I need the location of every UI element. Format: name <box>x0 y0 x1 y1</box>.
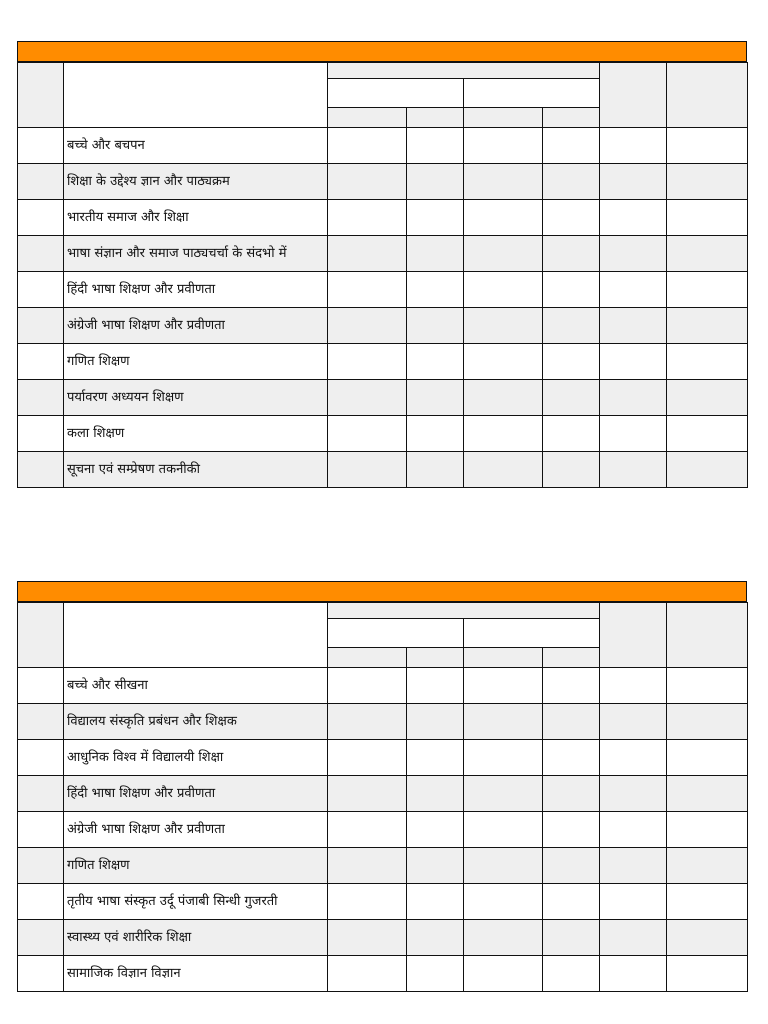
total-cell <box>600 344 667 380</box>
total-cell <box>600 272 667 308</box>
marks-cell <box>464 848 543 884</box>
marks-cell <box>543 344 600 380</box>
total-cell <box>600 704 667 740</box>
table-row <box>18 308 748 344</box>
marks-cell <box>328 920 407 956</box>
serial-cell <box>18 920 64 956</box>
marks-cell <box>464 740 543 776</box>
marks-cell <box>464 236 543 272</box>
subject-cell: गणित शिक्षण <box>64 344 328 380</box>
sub-header-cell <box>328 108 407 128</box>
serial-header-cell <box>18 603 64 668</box>
result-cell <box>667 236 748 272</box>
serial-cell <box>18 272 64 308</box>
marks-cell <box>543 848 600 884</box>
subject-cell: भाषा संज्ञान और समाज पाठ्यचर्चा के संदभो में <box>64 236 328 272</box>
marks-cell <box>543 704 600 740</box>
result-cell <box>667 776 748 812</box>
sub-header-cell <box>328 648 407 668</box>
total-header-cell <box>600 603 667 668</box>
marks-table-first-year <box>17 41 747 488</box>
total-cell <box>600 812 667 848</box>
table-row <box>18 128 748 164</box>
serial-cell <box>18 236 64 272</box>
result-cell <box>667 308 748 344</box>
marks-cell <box>543 776 600 812</box>
sub-header-cell <box>464 108 543 128</box>
marks-cell <box>543 668 600 704</box>
marks-cell <box>328 164 407 200</box>
marks-cell <box>464 704 543 740</box>
subject-cell: विद्यालय संस्कृति प्रबंधन और शिक्षक <box>64 704 328 740</box>
total-cell <box>600 668 667 704</box>
result-cell <box>667 164 748 200</box>
serial-cell <box>18 884 64 920</box>
table-row <box>18 704 748 740</box>
total-cell <box>600 452 667 488</box>
marks-cell <box>407 236 464 272</box>
total-cell <box>600 920 667 956</box>
table-row <box>18 272 748 308</box>
marks-cell <box>543 128 600 164</box>
marks-cell <box>407 452 464 488</box>
total-cell <box>600 884 667 920</box>
marks-cell <box>464 884 543 920</box>
table-header-band <box>17 581 747 602</box>
total-cell <box>600 416 667 452</box>
subject-cell: आधुनिक विश्व में विद्यालयी शिक्षा <box>64 740 328 776</box>
marks-cell <box>543 452 600 488</box>
subject-cell: हिंदी भाषा शिक्षण और प्रवीणता <box>64 776 328 812</box>
table-row <box>18 452 748 488</box>
total-cell <box>600 236 667 272</box>
subject-cell: गणित शिक्षण <box>64 848 328 884</box>
marks-cell <box>328 956 407 992</box>
serial-cell <box>18 164 64 200</box>
marks-cell <box>407 128 464 164</box>
result-cell <box>667 740 748 776</box>
serial-cell <box>18 380 64 416</box>
result-header-cell <box>667 63 748 128</box>
table-row <box>18 236 748 272</box>
theory-header-cell <box>328 619 464 648</box>
marks-cell <box>543 956 600 992</box>
serial-cell <box>18 956 64 992</box>
serial-cell <box>18 308 64 344</box>
marks-group-header-cell <box>328 603 600 619</box>
marks-cell <box>328 416 407 452</box>
subject-cell: तृतीय भाषा संस्कृत उर्दू पंजाबी सिन्धी गुजरती <box>64 884 328 920</box>
table-row <box>18 164 748 200</box>
marks-cell <box>543 884 600 920</box>
sub-header-cell <box>543 108 600 128</box>
result-cell <box>667 668 748 704</box>
serial-header-cell <box>18 63 64 128</box>
marks-cell <box>328 272 407 308</box>
total-cell <box>600 380 667 416</box>
table-row <box>18 812 748 848</box>
subject-cell: भारतीय समाज और शिक्षा <box>64 200 328 236</box>
serial-cell <box>18 668 64 704</box>
serial-cell <box>18 776 64 812</box>
marks-cell <box>464 668 543 704</box>
serial-cell <box>18 812 64 848</box>
marks-cell <box>543 812 600 848</box>
marks-cell <box>407 416 464 452</box>
serial-cell <box>18 452 64 488</box>
result-cell <box>667 956 748 992</box>
serial-cell <box>18 344 64 380</box>
marks-cell <box>464 920 543 956</box>
subject-cell: हिंदी भाषा शिक्षण और प्रवीणता <box>64 272 328 308</box>
table-row <box>18 920 748 956</box>
serial-cell <box>18 740 64 776</box>
marks-cell <box>328 812 407 848</box>
subject-header-cell <box>64 603 328 668</box>
marks-cell <box>328 344 407 380</box>
marks-cell <box>328 308 407 344</box>
total-cell <box>600 776 667 812</box>
marks-cell <box>464 956 543 992</box>
subject-cell: सूचना एवं सम्प्रेषण तकनीकी <box>64 452 328 488</box>
marks-cell <box>464 416 543 452</box>
marks-table-second-year <box>17 581 747 992</box>
marks-cell <box>328 200 407 236</box>
marks-cell <box>328 128 407 164</box>
marks-cell <box>464 128 543 164</box>
marks-cell <box>328 668 407 704</box>
subject-cell: सामाजिक विज्ञान विज्ञान <box>64 956 328 992</box>
marks-cell <box>464 812 543 848</box>
marks-cell <box>407 740 464 776</box>
marks-cell <box>543 164 600 200</box>
marks-cell <box>464 452 543 488</box>
marks-cell <box>407 668 464 704</box>
marks-cell <box>464 272 543 308</box>
marks-cell <box>407 344 464 380</box>
marks-cell <box>407 956 464 992</box>
table-row <box>18 668 748 704</box>
result-cell <box>667 884 748 920</box>
table-row <box>18 884 748 920</box>
marks-cell <box>543 200 600 236</box>
marks-cell <box>464 308 543 344</box>
result-cell <box>667 920 748 956</box>
table-row <box>18 344 748 380</box>
marks-cell <box>407 380 464 416</box>
subject-cell: पर्यावरण अध्ययन शिक्षण <box>64 380 328 416</box>
result-cell <box>667 812 748 848</box>
result-cell <box>667 452 748 488</box>
marks-cell <box>328 704 407 740</box>
marks-cell <box>328 452 407 488</box>
subject-cell: कला शिक्षण <box>64 416 328 452</box>
marks-cell <box>543 272 600 308</box>
result-cell <box>667 380 748 416</box>
result-cell <box>667 704 748 740</box>
serial-cell <box>18 128 64 164</box>
marks-cell <box>328 380 407 416</box>
marks-cell <box>407 704 464 740</box>
table-row <box>18 200 748 236</box>
result-header-cell <box>667 603 748 668</box>
marks-cell <box>407 848 464 884</box>
marks-cell <box>407 308 464 344</box>
result-cell <box>667 272 748 308</box>
subject-cell: अंग्रेजी भाषा शिक्षण और प्रवीणता <box>64 812 328 848</box>
marks-grid <box>17 62 748 488</box>
sub-header-cell <box>407 108 464 128</box>
subject-cell: शिक्षा के उद्देश्य ज्ञान और पाठ्यक्रम <box>64 164 328 200</box>
total-cell <box>600 740 667 776</box>
subject-rows <box>18 128 748 488</box>
marks-cell <box>328 848 407 884</box>
table-row <box>18 776 748 812</box>
marks-grid <box>17 602 748 992</box>
marks-cell <box>543 416 600 452</box>
subject-cell: स्वास्थ्य एवं शारीरिक शिक्षा <box>64 920 328 956</box>
result-cell <box>667 128 748 164</box>
total-cell <box>600 128 667 164</box>
sub-header-cell <box>543 648 600 668</box>
total-cell <box>600 200 667 236</box>
marks-cell <box>407 776 464 812</box>
marks-group-header-cell <box>328 63 600 79</box>
total-cell <box>600 308 667 344</box>
marks-cell <box>407 272 464 308</box>
marks-cell <box>407 200 464 236</box>
marks-cell <box>543 380 600 416</box>
subject-header-cell <box>64 63 328 128</box>
theory-header-cell <box>328 79 464 108</box>
result-cell <box>667 416 748 452</box>
total-cell <box>600 164 667 200</box>
total-cell <box>600 848 667 884</box>
marks-cell <box>407 920 464 956</box>
marks-cell <box>543 308 600 344</box>
marks-cell <box>328 740 407 776</box>
marks-cell <box>328 236 407 272</box>
marks-cell <box>407 884 464 920</box>
marks-cell <box>464 776 543 812</box>
total-cell <box>600 956 667 992</box>
marks-cell <box>464 164 543 200</box>
table-row <box>18 416 748 452</box>
practical-header-cell <box>464 619 600 648</box>
marks-cell <box>543 740 600 776</box>
result-cell <box>667 200 748 236</box>
marks-cell <box>464 200 543 236</box>
marks-cell <box>407 164 464 200</box>
table-row <box>18 956 748 992</box>
marks-cell <box>543 236 600 272</box>
serial-cell <box>18 200 64 236</box>
table-row <box>18 848 748 884</box>
marks-cell <box>328 776 407 812</box>
subject-rows <box>18 668 748 992</box>
result-cell <box>667 344 748 380</box>
marks-cell <box>464 344 543 380</box>
serial-cell <box>18 848 64 884</box>
marks-cell <box>407 812 464 848</box>
serial-cell <box>18 416 64 452</box>
table-row <box>18 740 748 776</box>
sub-header-cell <box>407 648 464 668</box>
serial-cell <box>18 704 64 740</box>
table-row <box>18 380 748 416</box>
sub-header-cell <box>464 648 543 668</box>
total-header-cell <box>600 63 667 128</box>
marks-cell <box>543 920 600 956</box>
table-header-band <box>17 41 747 62</box>
practical-header-cell <box>464 79 600 108</box>
subject-cell: अंग्रेजी भाषा शिक्षण और प्रवीणता <box>64 308 328 344</box>
subject-cell: बच्चे और सीखना <box>64 668 328 704</box>
marks-cell <box>328 884 407 920</box>
marks-cell <box>464 380 543 416</box>
result-cell <box>667 848 748 884</box>
subject-cell: बच्चे और बचपन <box>64 128 328 164</box>
